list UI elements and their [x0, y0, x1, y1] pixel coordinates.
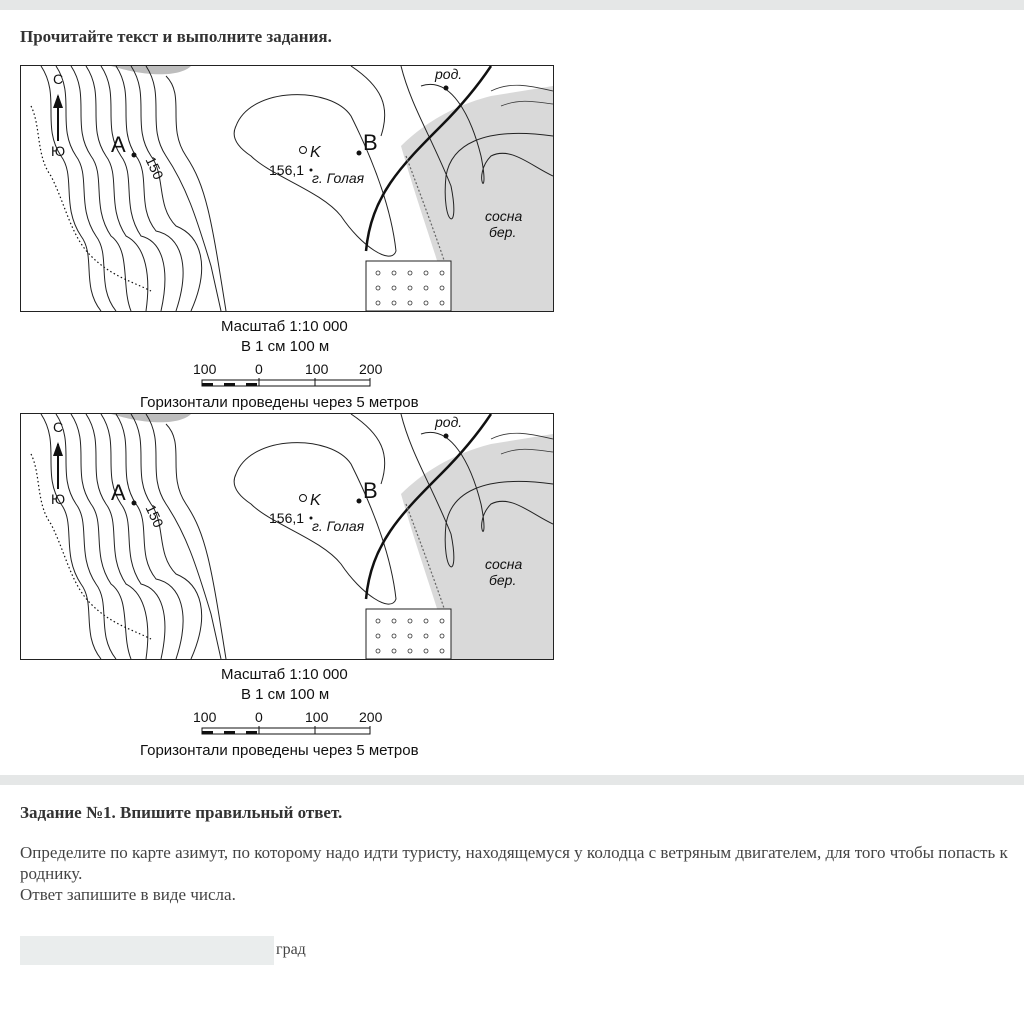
scale-tick: 0	[255, 361, 263, 377]
scale-subtitle: В 1 см 100 м	[241, 338, 330, 355]
forest-label-pine: сосна	[485, 208, 523, 224]
task-text	[20, 842, 1010, 905]
point-a-label: А	[111, 132, 126, 157]
spring-label: род.	[435, 66, 463, 82]
scale-tick: 100	[305, 709, 329, 725]
contour-note: Горизонтали проведены через 5 метров	[140, 394, 419, 411]
scale-bar	[200, 378, 375, 390]
map-drawing	[21, 66, 553, 311]
answer-input[interactable]	[20, 936, 274, 965]
scale-title: Масштаб 1:10 000	[221, 318, 348, 335]
point-a-label: А	[111, 480, 126, 505]
spring-label: род.	[435, 414, 463, 430]
scale-tick: 200	[359, 709, 383, 725]
forest-label-pine: сосна	[485, 556, 523, 572]
topographic-map	[20, 413, 554, 660]
scale-tick: 100	[193, 709, 217, 725]
map-drawing	[21, 414, 553, 659]
north-label: С	[53, 71, 64, 87]
top-divider	[0, 0, 1024, 10]
scale-tick: 100	[193, 361, 217, 377]
scale-bar	[200, 726, 375, 738]
south-label: Ю	[51, 491, 66, 507]
north-label: С	[53, 419, 64, 435]
contour-label: 150	[142, 502, 167, 530]
answer-unit: град	[276, 941, 306, 958]
well-label: K	[310, 144, 321, 161]
scale-title: Масштаб 1:10 000	[221, 666, 348, 683]
intro-text: Прочитайте текст и выполните задания.	[20, 27, 332, 46]
forest-label-birch: бер.	[489, 224, 517, 240]
point-b-label: В	[363, 130, 378, 155]
task-title: Задание №1. Впишите правильный ответ.	[20, 803, 343, 822]
mountain-label: г. Голая	[312, 170, 365, 186]
forest-label-birch: бер.	[489, 572, 517, 588]
south-label: Ю	[51, 143, 66, 159]
contour-label: 150	[142, 154, 167, 182]
height-label: 156,1	[269, 510, 305, 526]
task-instruction: Ответ запишите в виде числа.	[20, 885, 236, 904]
scale-tick: 200	[359, 361, 383, 377]
task-question: Определите по карте азимут, по которому надо идти туристу, находящемуся у колодца с ветряным двигателем, для того чтобы попасть к роднику.	[20, 843, 1008, 883]
scale-subtitle: В 1 см 100 м	[241, 686, 330, 703]
scale-tick: 100	[305, 361, 329, 377]
mountain-label: г. Голая	[312, 518, 365, 534]
section-divider	[0, 775, 1024, 785]
contour-note: Горизонтали проведены через 5 метров	[140, 742, 419, 759]
height-label: 156,1	[269, 162, 305, 178]
scale-tick: 0	[255, 709, 263, 725]
point-b-label: В	[363, 478, 378, 503]
well-label: K	[310, 492, 321, 509]
topographic-map	[20, 65, 554, 312]
